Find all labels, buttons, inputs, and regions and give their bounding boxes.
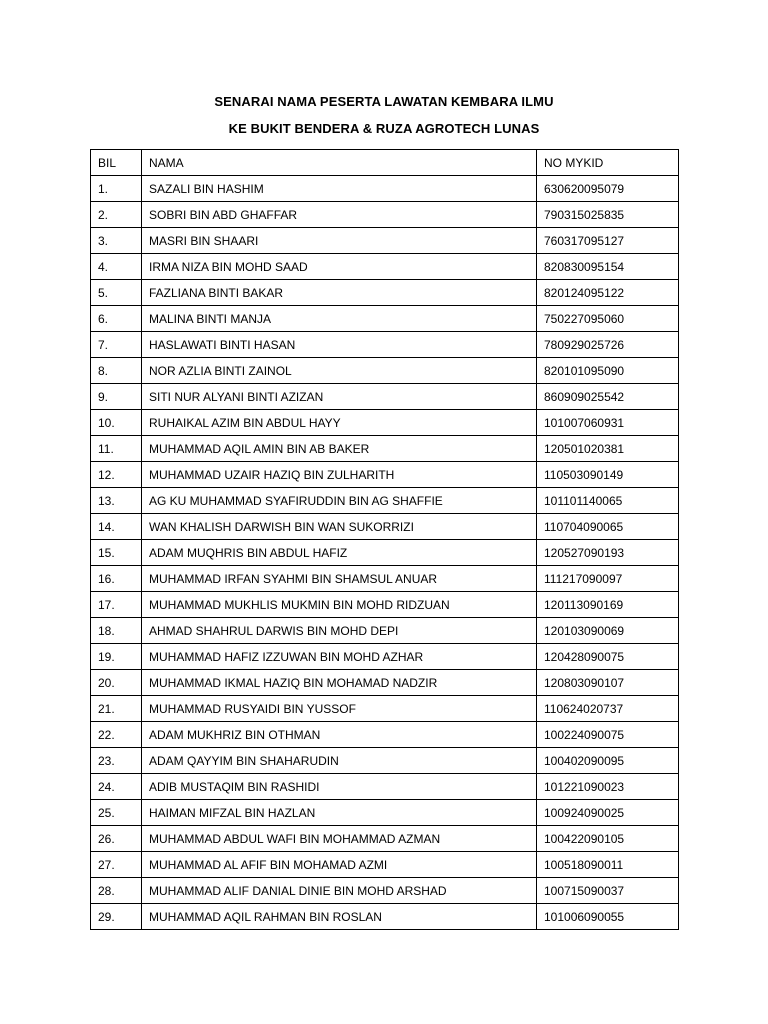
header-bil: BIL [91, 150, 142, 176]
cell-nama: MUHAMMAD UZAIR HAZIQ BIN ZULHARITH [142, 462, 537, 488]
cell-bil: 14. [91, 514, 142, 540]
cell-nama: HAIMAN MIFZAL BIN HAZLAN [142, 800, 537, 826]
cell-nama: MALINA BINTI MANJA [142, 306, 537, 332]
header-nama: NAMA [142, 150, 537, 176]
table-row [91, 644, 679, 670]
cell-mykid: 120803090107 [537, 670, 679, 696]
cell-mykid: 780929025726 [537, 332, 679, 358]
cell-nama: IRMA NIZA BIN MOHD SAAD [142, 254, 537, 280]
table-row [91, 514, 679, 540]
document-subtitle: KE BUKIT BENDERA & RUZA AGROTECH LUNAS [228, 121, 540, 136]
cell-nama: AG KU MUHAMMAD SYAFIRUDDIN BIN AG SHAFFIE [142, 488, 537, 514]
table-row [91, 358, 679, 384]
table-row [91, 384, 679, 410]
cell-mykid: 101007060931 [537, 410, 679, 436]
cell-bil: 24. [91, 774, 142, 800]
cell-mykid: 860909025542 [537, 384, 679, 410]
cell-mykid: 120113090169 [537, 592, 679, 618]
cell-bil: 2. [91, 202, 142, 228]
cell-mykid: 100715090037 [537, 878, 679, 904]
cell-mykid: 100924090025 [537, 800, 679, 826]
cell-nama: ADAM MUKHRIZ BIN OTHMAN [142, 722, 537, 748]
cell-nama: MUHAMMAD RUSYAIDI BIN YUSSOF [142, 696, 537, 722]
cell-bil: 25. [91, 800, 142, 826]
cell-mykid: 100224090075 [537, 722, 679, 748]
table-row [91, 618, 679, 644]
cell-bil: 26. [91, 826, 142, 852]
table-row [91, 462, 679, 488]
cell-bil: 22. [91, 722, 142, 748]
cell-bil: 27. [91, 852, 142, 878]
cell-mykid: 120103090069 [537, 618, 679, 644]
cell-mykid: 820101095090 [537, 358, 679, 384]
cell-mykid: 110503090149 [537, 462, 679, 488]
table-row [91, 202, 679, 228]
cell-mykid: 790315025835 [537, 202, 679, 228]
cell-nama: HASLAWATI BINTI HASAN [142, 332, 537, 358]
cell-mykid: 760317095127 [537, 228, 679, 254]
cell-mykid: 120501020381 [537, 436, 679, 462]
header-mykid: NO MYKID [537, 150, 679, 176]
cell-nama: AHMAD SHAHRUL DARWIS BIN MOHD DEPI [142, 618, 537, 644]
table-row [91, 592, 679, 618]
cell-nama: NOR AZLIA BINTI ZAINOL [142, 358, 537, 384]
cell-bil: 13. [91, 488, 142, 514]
cell-mykid: 100518090011 [537, 852, 679, 878]
cell-mykid: 630620095079 [537, 176, 679, 202]
table-row [91, 254, 679, 280]
cell-bil: 21. [91, 696, 142, 722]
cell-bil: 23. [91, 748, 142, 774]
cell-mykid: 120527090193 [537, 540, 679, 566]
cell-bil: 19. [91, 644, 142, 670]
cell-nama: ADAM QAYYIM BIN SHAHARUDIN [142, 748, 537, 774]
table-row [91, 670, 679, 696]
cell-mykid: 120428090075 [537, 644, 679, 670]
cell-mykid: 750227095060 [537, 306, 679, 332]
cell-bil: 16. [91, 566, 142, 592]
table-row [91, 878, 679, 904]
cell-bil: 28. [91, 878, 142, 904]
cell-mykid: 101221090023 [537, 774, 679, 800]
cell-nama: SAZALI BIN HASHIM [142, 176, 537, 202]
cell-mykid: 111217090097 [537, 566, 679, 592]
cell-bil: 17. [91, 592, 142, 618]
cell-mykid: 100422090105 [537, 826, 679, 852]
cell-nama: WAN KHALISH DARWISH BIN WAN SUKORRIZI [142, 514, 537, 540]
cell-nama: MUHAMMAD IRFAN SYAHMI BIN SHAMSUL ANUAR [142, 566, 537, 592]
cell-bil: 10. [91, 410, 142, 436]
cell-nama: MUHAMMAD IKMAL HAZIQ BIN MOHAMAD NADZIR [142, 670, 537, 696]
table-row [91, 332, 679, 358]
participant-table [90, 149, 679, 930]
cell-bil: 1. [91, 176, 142, 202]
cell-mykid: 101006090055 [537, 904, 679, 930]
cell-nama: SOBRI BIN ABD GHAFFAR [142, 202, 537, 228]
cell-bil: 3. [91, 228, 142, 254]
cell-bil: 7. [91, 332, 142, 358]
cell-nama: ADAM MUQHRIS BIN ABDUL HAFIZ [142, 540, 537, 566]
cell-bil: 29. [91, 904, 142, 930]
cell-nama: MUHAMMAD MUKHLIS MUKMIN BIN MOHD RIDZUAN [142, 592, 537, 618]
cell-bil: 15. [91, 540, 142, 566]
cell-nama: MUHAMMAD AQIL AMIN BIN AB BAKER [142, 436, 537, 462]
table-row [91, 566, 679, 592]
table-row [91, 722, 679, 748]
table-header-row [91, 150, 679, 176]
cell-mykid: 101101140065 [537, 488, 679, 514]
cell-bil: 11. [91, 436, 142, 462]
cell-nama: MUHAMMAD AQIL RAHMAN BIN ROSLAN [142, 904, 537, 930]
table-row [91, 410, 679, 436]
cell-bil: 20. [91, 670, 142, 696]
cell-mykid: 110704090065 [537, 514, 679, 540]
table-row [91, 800, 679, 826]
cell-nama: MUHAMMAD ALIF DANIAL DINIE BIN MOHD ARSHAD [142, 878, 537, 904]
table-row [91, 748, 679, 774]
table-row [91, 436, 679, 462]
cell-bil: 5. [91, 280, 142, 306]
cell-nama: MASRI BIN SHAARI [142, 228, 537, 254]
cell-nama: MUHAMMAD AL AFIF BIN MOHAMAD AZMI [142, 852, 537, 878]
document-title: SENARAI NAMA PESERTA LAWATAN KEMBARA ILMU [214, 94, 554, 109]
cell-nama: RUHAIKAL AZIM BIN ABDUL HAYY [142, 410, 537, 436]
table-row [91, 176, 679, 202]
table-row [91, 306, 679, 332]
cell-mykid: 110624020737 [537, 696, 679, 722]
cell-bil: 9. [91, 384, 142, 410]
cell-nama: MUHAMMAD HAFIZ IZZUWAN BIN MOHD AZHAR [142, 644, 537, 670]
cell-nama: MUHAMMAD ABDUL WAFI BIN MOHAMMAD AZMAN [142, 826, 537, 852]
table-body [91, 176, 679, 930]
cell-bil: 8. [91, 358, 142, 384]
table-row [91, 280, 679, 306]
table-row [91, 696, 679, 722]
table-row [91, 852, 679, 878]
cell-bil: 12. [91, 462, 142, 488]
table-row [91, 228, 679, 254]
cell-mykid: 820830095154 [537, 254, 679, 280]
cell-nama: FAZLIANA BINTI BAKAR [142, 280, 537, 306]
table-row [91, 826, 679, 852]
cell-bil: 4. [91, 254, 142, 280]
table-row [91, 540, 679, 566]
cell-bil: 18. [91, 618, 142, 644]
cell-nama: SITI NUR ALYANI BINTI AZIZAN [142, 384, 537, 410]
cell-nama: ADIB MUSTAQIM BIN RASHIDI [142, 774, 537, 800]
cell-mykid: 820124095122 [537, 280, 679, 306]
table-row [91, 774, 679, 800]
table-row [91, 488, 679, 514]
cell-mykid: 100402090095 [537, 748, 679, 774]
table-row [91, 904, 679, 930]
cell-bil: 6. [91, 306, 142, 332]
